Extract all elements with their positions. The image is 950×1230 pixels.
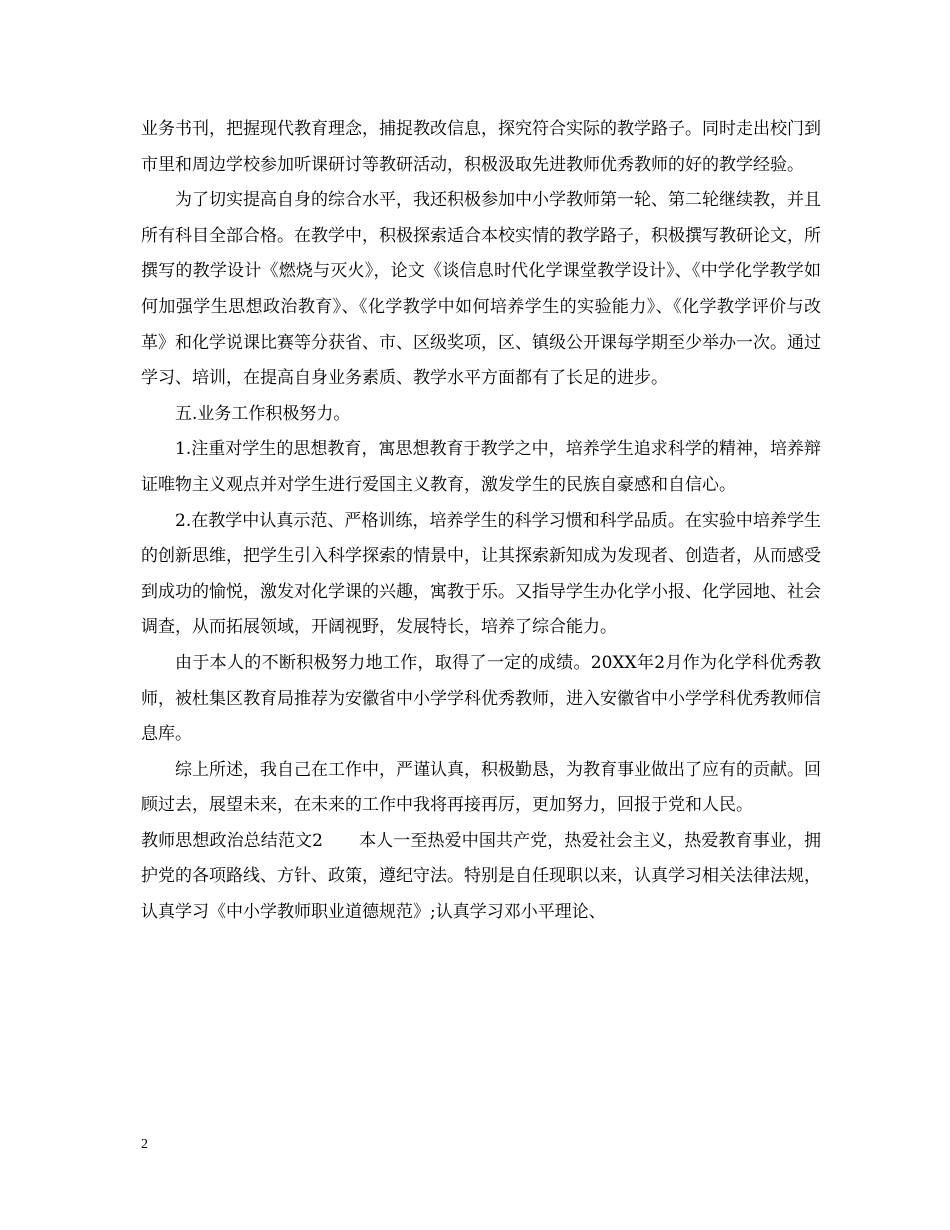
paragraph-2: 为了切实提高自身的综合水平，我还积极参加中小学教师第一轮、第二轮继续教，并且所有科目全部合格。在教学中，积极探索适合本校实情的教学路子，积极撰写教研论文，所撰写的教学设计《燃烧与灭火》，论文《谈信息时代化学课堂教学设计》、《中学化学教学如何加强学生思想政治教育》、《化学教学中如何培养学生的实验能力》、《化学教学评价与改革》和化学说课比赛等分获省、市、区级奖项，区、镇级公开课每学期至少举办一次。通过学习、培训，在提高自身业务素质、教学水平方面都有了长足的进步。 bbox=[141, 190, 821, 389]
document-body bbox=[141, 112, 821, 931]
article-text: 本人一至热爱中国共产党，热爱社会主义，热爱教育事业，拥护党的各项路线、方针、政策，遵纪守法。特别是自任现职以来，认真学习相关法律法规，认真学习《中小学教师职业道德规范》;认真学习邓小平理论、 bbox=[141, 830, 821, 923]
paragraph-achievement: 由于本人的不断积极努力地工作，取得了一定的成绩。20XX年2月作为化学科优秀教师，被杜集区教育局推荐为安徽省中小学学科优秀教师，进入安徽省中小学学科优秀教师信息库。 bbox=[141, 652, 821, 745]
page-number: 2 bbox=[141, 1137, 148, 1152]
paragraph-next-article bbox=[141, 824, 821, 931]
section-heading-5: 五.业务工作积极努力。 bbox=[175, 403, 351, 424]
paragraph-item-1: 1.注重对学生的思想教育，寓思想教育于教学之中，培养学生追求科学的精神，培养辩证唯物主义观点并对学生进行爱国主义教育，激发学生的民族自豪感和自信心。 bbox=[141, 439, 821, 495]
paragraph-1: 业务书刊，把握现代教育理念，捕捉教改信息，探究符合实际的教学路子。同时走出校门到市里和周边学校参加听课研讨等教研活动，积极汲取先进教师优秀教师的好的教学经验。 bbox=[141, 119, 821, 175]
article-heading: 教师思想政治总结范文2 bbox=[141, 830, 323, 851]
paragraph-item-2: 2.在教学中认真示范、严格训练，培养学生的科学习惯和科学品质。在实验中培养学生的创新思维，把学生引入科学探索的情景中，让其探索新知成为发现者、创造者，从而感受到成功的愉悦，激发对化学课的兴趣，寓教于乐。又指导学生办化学小报、化学园地、社会调查，从而拓展领域，开阔视野，发展特长，培养了综合能力。 bbox=[141, 510, 821, 638]
paragraph-summary: 综上所述，我自己在工作中，严谨认真，积极勤恳，为教育事业做出了应有的贡献。回顾过去，展望未来，在未来的工作中我将再接再厉，更加努力，回报于党和人民。 bbox=[141, 759, 821, 816]
